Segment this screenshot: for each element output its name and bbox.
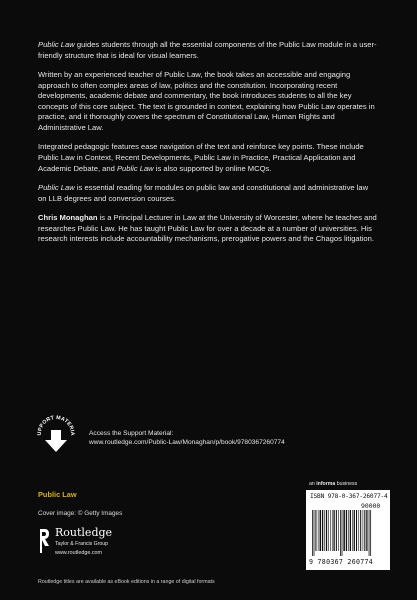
support-url[interactable]: www.routledge.com/Public-Law/Monaghan/p/book/9780367260774 — [89, 439, 285, 447]
badge-label: UPPORT MATERIA — [36, 414, 76, 436]
book-title-italic: Public Law — [116, 163, 154, 173]
description-block — [38, 40, 378, 253]
ebook-note: Routledge titles are available as eBook editions in a range of digital formats — [38, 579, 215, 585]
support-material-icon — [34, 410, 78, 458]
support-material-text — [89, 429, 285, 447]
support-access-label: Access the Support Material: — [89, 430, 174, 437]
informa-brand: informa — [316, 481, 336, 487]
barcode-bars — [311, 510, 385, 556]
routledge-logo-icon — [38, 528, 50, 554]
author-name: Chris Monaghan — [38, 212, 98, 222]
series-label: Public Law — [38, 490, 77, 499]
barcode-digits: 9 780367 260774 — [309, 558, 374, 566]
download-arrow-icon — [45, 430, 67, 452]
publisher-name: Routledge — [55, 526, 113, 539]
description-paragraph-1: Public Law guides students through all the essential components of the Public Law module in a user-friendly structure that is ideal for visual learners. — [38, 40, 377, 60]
description-paragraph-4: Public Law is essential reading for modules on public law and constitutional and administrative law on LLB degrees and conversion courses. — [38, 182, 369, 203]
isbn-barcode — [306, 490, 390, 570]
support-material-section — [34, 410, 394, 462]
cover-image-credit: Cover image: © Getty Images — [38, 510, 123, 517]
barcode-price-code: 90000 — [361, 502, 381, 510]
publisher-url[interactable]: www.routledge.com — [55, 550, 103, 556]
isbn-number: ISBN 978-0-367-26077-4 — [310, 493, 388, 500]
description-paragraph-3: Integrated pedagogic features ease navigation of the text and reinforce key points. These include Public Law in Context, Recent Developments, Public Law in Practice, Practical Application and Academic Debate, and Public Law is also supported by online MCQs. — [38, 142, 364, 173]
publisher-group: Taylor & Francis Group — [55, 541, 109, 547]
description-paragraph-2: Written by an experienced teacher of Public Law, the book takes an accessible and engaging approach to often complex areas of law, politics and the constitution. Incorporating recent developments, academic debate and commentary, the book introduces students to all the key concepts of this core subject. The text is grounded in context, explaining how Public Law operates in practice, and it thoroughly covers the spectrum of Constitutional Law, Human Rights and Administrative Law. — [38, 69, 375, 132]
informa-business-label: an informa business — [309, 481, 358, 487]
book-title-italic: Public Law — [38, 182, 75, 192]
book-title-italic: Public Law — [38, 40, 75, 49]
publisher-block — [38, 527, 168, 567]
author-bio: Chris Monaghan is a Principal Lecturer in Law at the University of Worcester, where he teaches and researches Public Law. He has taught Public Law for over a decade at a number of universities. His research interests include accountability mechanisms, prerogative powers and the Chagos litigation. — [38, 212, 377, 244]
